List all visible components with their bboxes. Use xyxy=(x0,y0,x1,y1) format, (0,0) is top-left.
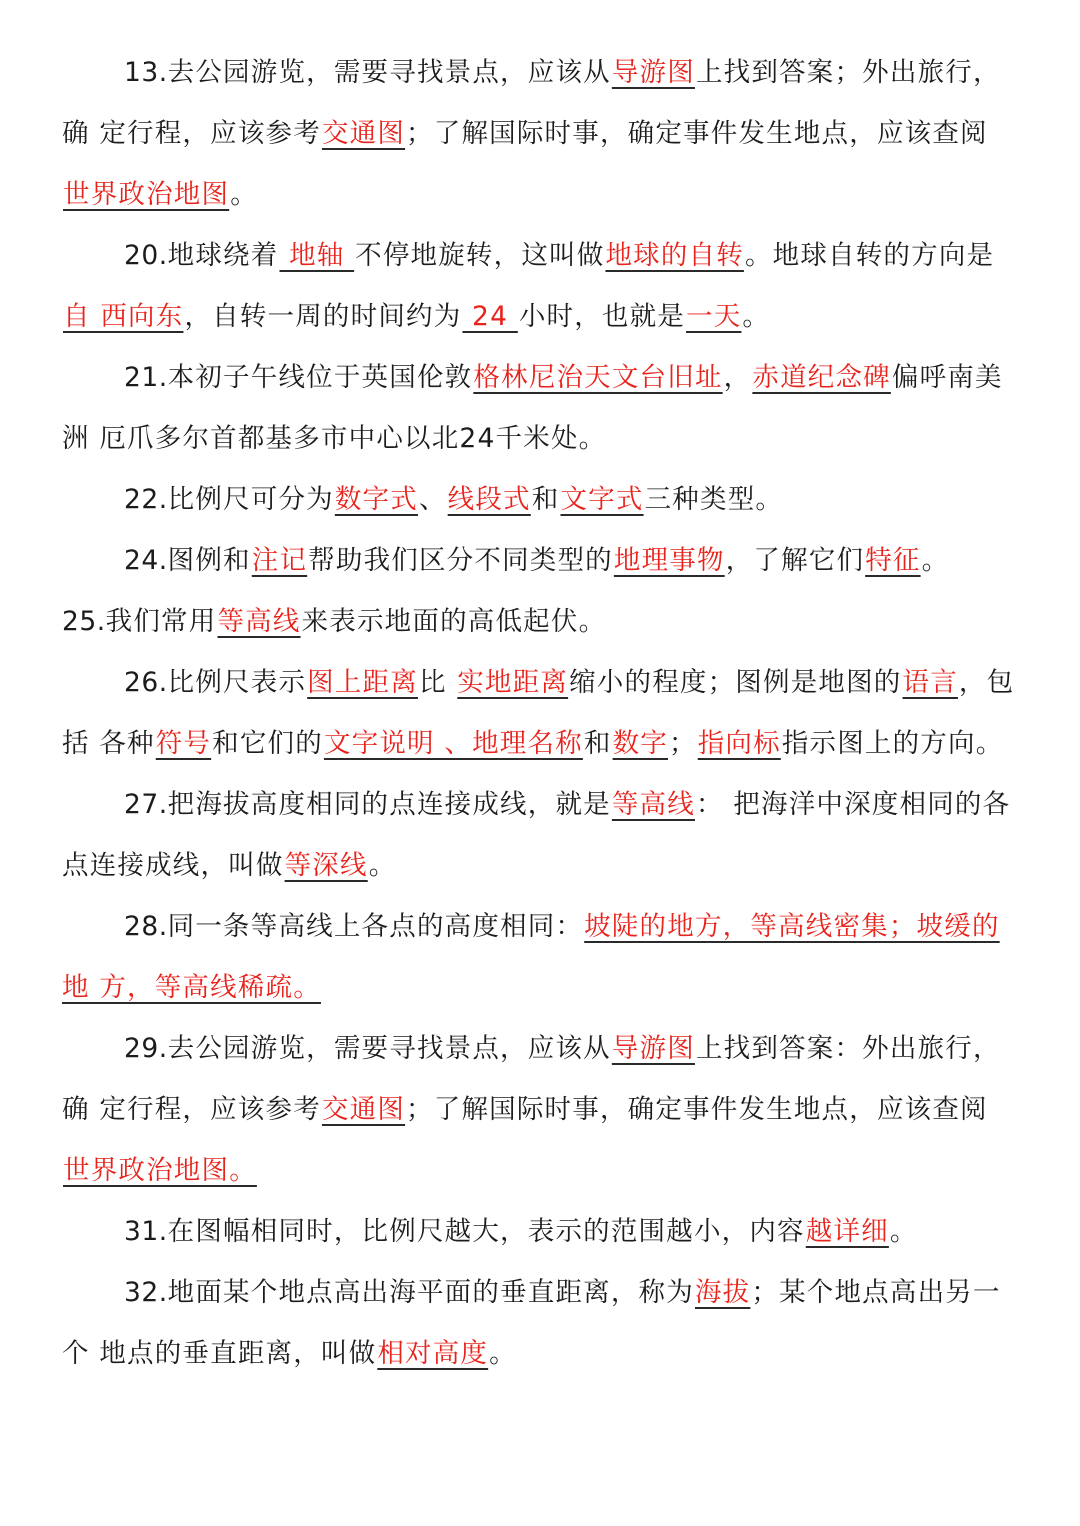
question-number: 32. xyxy=(124,1277,168,1308)
answer-blank: 语言 xyxy=(902,667,958,698)
question-number: 24. xyxy=(124,545,168,576)
question-text: 和 xyxy=(583,728,612,759)
question-text: 。 xyxy=(742,301,771,332)
question-text: 来表示地面的高低起伏。 xyxy=(301,606,607,637)
answer-blank: 地球的自转 xyxy=(605,240,744,271)
answer-blank: 格林尼治天文台旧址 xyxy=(473,362,723,393)
question-25 xyxy=(62,591,1020,652)
question-number: 20. xyxy=(124,240,168,271)
question-text: ，自转一周的时间约为 xyxy=(184,301,462,332)
answer-blank: 特征 xyxy=(865,545,921,576)
question-text: 。地球自转的方向是 xyxy=(744,240,995,271)
question-27 xyxy=(62,774,1020,896)
answer-blank: 文字说明 、地理名称 xyxy=(323,728,583,759)
question-text: 地面某个地点高出海平面的垂直距离，称为 xyxy=(167,1277,694,1308)
question-text: ，了解它们 xyxy=(725,545,865,576)
answer-blank: 等高线 xyxy=(611,789,695,820)
question-22 xyxy=(62,469,1020,530)
answer-blank: 海拔 xyxy=(694,1277,751,1308)
question-text: 上找到答案；外出旅行，确 定行程，应该参考 xyxy=(62,57,1001,149)
question-number: 25. xyxy=(62,606,106,637)
question-number: 22. xyxy=(124,484,168,515)
question-text: ，包括 各种 xyxy=(62,667,1015,759)
answer-blank: 实地距离 xyxy=(457,667,569,698)
question-text: 。 xyxy=(489,1338,517,1369)
answer-blank: 导游图 xyxy=(611,57,695,88)
question-text: 比例尺表示 xyxy=(167,667,307,698)
question-31 xyxy=(62,1201,1020,1262)
answer-blank: 地理事物 xyxy=(613,545,725,576)
answer-blank: 世界政治地图。 xyxy=(63,1155,257,1186)
question-21 xyxy=(62,347,1020,469)
question-text: ；某个地点高出另一个 地点的垂直距离，叫做 xyxy=(62,1277,1001,1369)
question-13 xyxy=(62,42,1020,225)
answer-blank: 导游图 xyxy=(611,1033,695,1064)
answer-blank: 世界政治地图 xyxy=(63,179,230,210)
answer-blank: 数字式 xyxy=(334,484,418,515)
question-text: 上找到答案：外出旅行，确 定行程，应该参考 xyxy=(62,1033,1001,1125)
answer-blank: 交通图 xyxy=(321,1094,406,1125)
question-20 xyxy=(62,225,1020,347)
answer-blank: 坡陡的地方，等高线密集；坡缓的地 方，等高线稀疏。 xyxy=(62,911,1000,1003)
answer-blank: 一天 xyxy=(686,301,742,332)
answer-blank: 线段式 xyxy=(447,484,531,515)
question-text: 图例和 xyxy=(167,545,251,576)
answer-blank: 符号 xyxy=(155,728,212,759)
question-text: 小时，也就是 xyxy=(518,301,686,332)
question-text: 比例尺可分为 xyxy=(167,484,334,515)
answer-blank: 赤道纪念碑 xyxy=(752,362,891,393)
question-number: 28. xyxy=(124,911,168,942)
question-number: 27. xyxy=(124,789,168,820)
question-text: 去公园游览，需要寻找景点，应该从 xyxy=(167,1033,611,1064)
question-text: 三种类型。 xyxy=(644,484,784,515)
answer-blank: 等深线 xyxy=(284,850,368,881)
question-text: ； xyxy=(669,728,697,759)
question-text: 比 xyxy=(418,667,457,698)
question-text: ；了解国际时事，确定事件发生地点，应该查阅 xyxy=(406,118,988,149)
answer-blank: 等高线 xyxy=(217,606,301,637)
question-text: 。 xyxy=(230,179,258,210)
question-text: 地球绕着 xyxy=(167,240,279,271)
question-text: 。 xyxy=(921,545,950,576)
question-number: 26. xyxy=(124,667,168,698)
answer-blank: 图上距离 xyxy=(307,667,418,698)
answer-blank: 注记 xyxy=(251,545,308,576)
question-text: 我们常用 xyxy=(105,606,217,637)
answer-blank: 文字式 xyxy=(560,484,644,515)
question-number: 31. xyxy=(124,1216,168,1247)
question-text: ；了解国际时事，确定事件发生地点，应该查阅 xyxy=(406,1094,988,1125)
question-26 xyxy=(62,652,1020,774)
question-text: 同一条等高线上各点的高度相同： xyxy=(167,911,584,942)
answer-blank: 越详细 xyxy=(805,1216,889,1247)
question-text: 本初子午线位于英国伦敦 xyxy=(167,362,473,393)
question-text: 帮助我们区分不同类型的 xyxy=(308,545,613,576)
question-text: 。 xyxy=(889,1216,918,1247)
answer-blank: 自 西向东 xyxy=(63,301,184,332)
question-text: 。 xyxy=(368,850,397,881)
question-text: 把海拔高度相同的点连接成线，就是 xyxy=(167,789,611,820)
question-32 xyxy=(62,1262,1020,1384)
question-text: 、 xyxy=(418,484,447,515)
question-number: 29. xyxy=(124,1033,168,1064)
question-number: 21. xyxy=(124,362,168,393)
question-text: ： 把海洋中深度相同的各 点连接成线，叫做 xyxy=(62,789,1011,881)
question-29 xyxy=(62,1018,1020,1201)
answer-blank: 地轴 xyxy=(279,240,355,271)
answer-blank: 指向标 xyxy=(697,728,781,759)
question-text: 在图幅相同时，比例尺越大，表示的范围越小，内容 xyxy=(167,1216,805,1247)
question-text: 指示图上的方向。 xyxy=(781,728,1004,759)
question-24 xyxy=(62,530,1020,591)
answer-blank: 24 xyxy=(462,301,518,332)
question-text: 不停地旋转，这叫做 xyxy=(355,240,605,271)
question-text: 和它们的 xyxy=(212,728,323,759)
answer-blank: 相对高度 xyxy=(377,1338,489,1369)
question-number: 13. xyxy=(124,57,168,88)
question-text: 缩小的程度；图例是地图的 xyxy=(569,667,902,698)
question-text: ， xyxy=(723,362,752,393)
question-text: 偏呼南美洲 厄爪多尔首都基多市中心以北24千米处。 xyxy=(62,362,1003,454)
answer-blank: 数字 xyxy=(612,728,668,759)
question-text: 去公园游览，需要寻找景点，应该从 xyxy=(167,57,611,88)
question-28 xyxy=(62,896,1020,1018)
question-text: 和 xyxy=(531,484,560,515)
answer-blank: 交通图 xyxy=(321,118,406,149)
